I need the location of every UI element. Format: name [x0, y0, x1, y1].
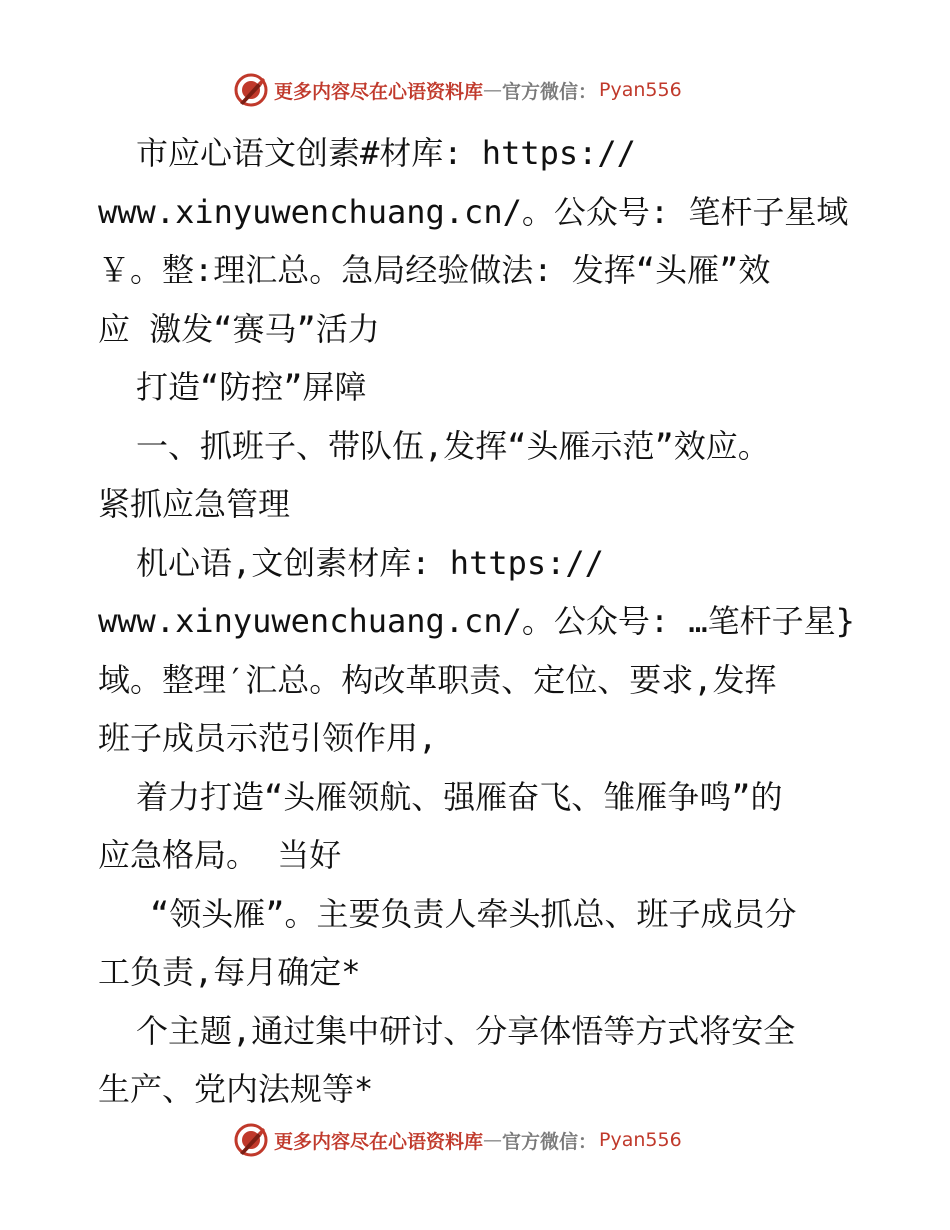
text-line: 市应心语文创素#材库: https:// — [136, 134, 636, 172]
text-line: www.xinyuwenchuang.cn/。公众号: 笔杆子星域 — [98, 192, 849, 231]
watermark-official-text: 官方微信： — [502, 80, 598, 103]
text-line: 个主题,通过集中研讨、分享体悟等方式将安全 — [136, 1011, 796, 1050]
document-body — [98, 124, 858, 1119]
text-line: 域。整理′汇总。构改革职责、定位、要求,发挥 — [98, 660, 777, 699]
watermark-main-text: 更多内容尽在心语资料库 — [274, 1130, 484, 1153]
text-line: 生产、党内法规等* — [98, 1070, 374, 1108]
text-line: 机心语,文创素材库: https:// — [136, 543, 604, 582]
text-line: www.xinyuwenchuang.cn/。公众号: …笔杆子星} — [98, 602, 855, 640]
text-line: “领头雁”。主要负责人牵头抓总、班子成员分 — [150, 894, 797, 933]
watermark-wechat-id: Pyan556 — [599, 79, 682, 101]
watermark-wechat-id: Pyan556 — [599, 1129, 682, 1151]
text-line: ￥。整:理汇总。急局经验做法: 发挥“头雁”效 — [98, 251, 771, 289]
text-line: 紧抓应急管理 — [98, 485, 291, 523]
footer-watermark — [234, 1122, 682, 1158]
watermark-main-text: 更多内容尽在心语资料库 — [274, 80, 484, 103]
text-line: 应 激发“赛马”活力 — [98, 309, 380, 348]
watermark-separator: — — [483, 79, 503, 101]
text-line: 班子成员示范引领作用, — [98, 719, 438, 757]
pen-seal-logo-icon — [234, 1123, 268, 1157]
text-line: 打造“防控”屏障 — [136, 368, 367, 406]
text-line: 应急格局。 当好 — [98, 836, 342, 874]
text-line: 着力打造“头雁领航、强雁奋飞、雏雁争鸣”的 — [136, 777, 783, 816]
watermark-official-text: 官方微信： — [502, 1130, 598, 1153]
text-line: 一、抓班子、带队伍,发挥“头雁示范”效应。 — [136, 426, 770, 465]
text-line: 工负责,每月确定* — [98, 953, 361, 991]
pen-seal-logo-icon — [234, 73, 268, 107]
watermark-separator: — — [483, 1129, 503, 1151]
header-watermark — [234, 72, 682, 108]
